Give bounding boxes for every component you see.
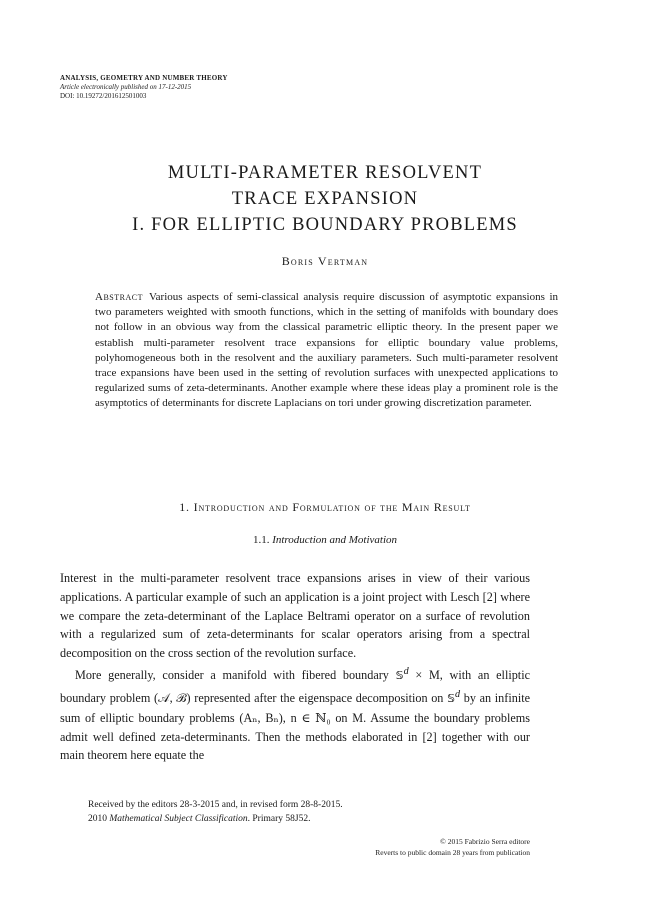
abstract	[95, 290, 558, 412]
section-heading: 1. Introduction and Formulation of the Main Result	[179, 500, 471, 514]
abstract-text: Various aspects of semi-classical analysis require discussion of asymptotic expansions in two parameters weighted with smooth functions, which in the setting of manifolds with boundary does not follow in an obvious way from the classical parametric elliptic theory. In the present paper we establish multi-parameter resolvent trace expansions for elliptic boundary value problems, polyhomogeneous both in the resolvent and the auxiliary parameters. Such multi-parameter resolvent trace expansions have been used in the setting of revolution surfaces with unexpected applications to regularized sums of zeta-determinants. Another example where these ideas play a prominent role is the asymptotics of determinants for discrete Laplacians on tori under growing discretization parameter.	[95, 291, 558, 410]
msc-suffix: . Primary 58J52.	[247, 814, 311, 824]
msc-note	[88, 812, 508, 826]
paragraph-1: Interest in the multi-parameter resolvent trace expansions arises in view of their various applications. A particular example of such an application is a joint project with Lesch [2] where we compare the zeta-determinant of the Laplace Beltrami operator on a surface of revolution with a regularized sum of zeta-determinants for scalar operators arising from a spectral decomposition on the cross section of the revolution surface.	[60, 571, 530, 661]
paragraph-2	[60, 663, 530, 765]
author: Boris Vertman	[281, 254, 369, 268]
abstract-heading: Abstract	[95, 291, 143, 303]
received-note: Received by the editors 28-3-2015 and, in revised form 28-8-2015.	[88, 800, 343, 810]
paper-title	[0, 160, 650, 238]
sphere-symbol: 𝕊	[395, 669, 404, 683]
superscript-d: d	[403, 665, 409, 677]
copyright-notice	[375, 836, 530, 858]
title-line-3: I. FOR ELLIPTIC BOUNDARY PROBLEMS	[132, 215, 518, 235]
subsection-heading	[0, 534, 650, 546]
superscript-d-2: d	[455, 688, 461, 700]
subsection-title: Introduction and Motivation	[272, 534, 398, 546]
msc-label: Mathematical Subject Classification	[109, 814, 248, 824]
doi: DOI: 10.19272/201612501003	[60, 92, 147, 100]
subsection-number: 1.1.	[252, 534, 270, 546]
footnote	[88, 798, 508, 826]
msc-prefix: 2010	[88, 814, 110, 824]
sphere-symbol-2: 𝕊	[447, 691, 456, 705]
body-text	[60, 569, 530, 765]
title-line-2: TRACE EXPANSION	[231, 189, 419, 209]
copyright-line-1: © 2015 Fabrizio Serra editore	[440, 837, 530, 846]
title-line-1: MULTI-PARAMETER RESOLVENT	[167, 163, 483, 183]
p2-part-a: More generally, consider a manifold with fibered boundary	[75, 668, 396, 683]
journal-header	[60, 74, 360, 101]
published-date: Article electronically published on 17-12-2015	[60, 83, 192, 91]
p2-part-b: × M, with an elliptic boundary problem (𝒜, ℬ) represented after the eigenspace decomposition on	[60, 668, 530, 705]
copyright-line-2: Reverts to public domain 28 years from publication	[375, 848, 530, 857]
journal-name: ANALYSIS, GEOMETRY AND NUMBER THEORY	[60, 74, 228, 82]
p2-part-c: by an infinite sum of elliptic boundary problems (Aₙ, Bₙ), n ∈ ℕ₀ on M. Assume the boundary problems admit well defined zeta-determinants. Then the methods elaborated in [2] together with our main theorem here equate the	[60, 690, 530, 763]
